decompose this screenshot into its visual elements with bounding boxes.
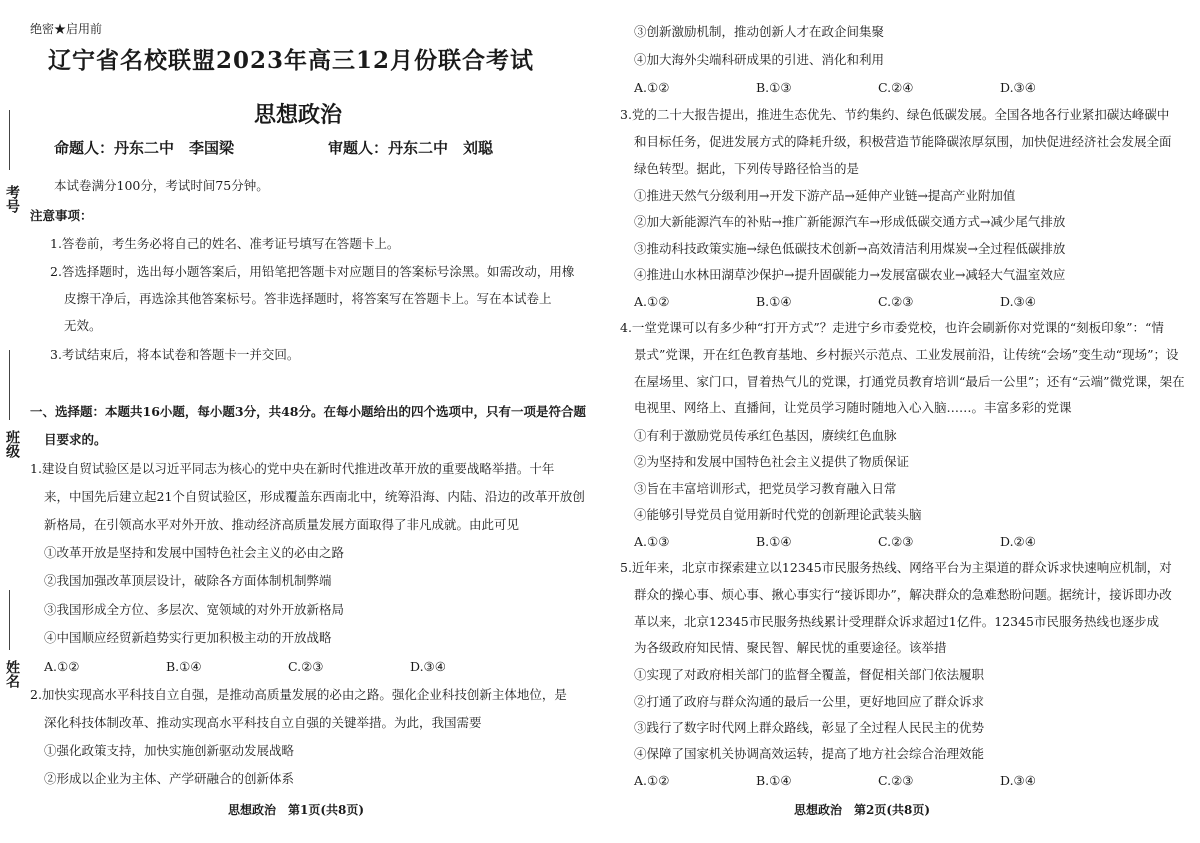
question-2-item: ④加大海外尖端科研成果的引进、消化和利用: [634, 52, 885, 67]
question-3-item: ③推动科技政策实施→绿色低碳技术创新→高效清洁利用煤炭→全过程低碳排放: [634, 241, 1066, 256]
reviewer-info: 审题人：丹东二中 刘聪: [328, 139, 494, 157]
question-2-stem: 深化科技体制改革、推动实现高水平科技自立自强的关键举措。为此，我国需要: [44, 715, 482, 730]
question-4-item: ③旨在丰富培训形式，把党员学习教育融入日常: [634, 481, 897, 496]
margin-rule: [9, 350, 10, 420]
page-footer: 思想政治 第2页(共8页): [794, 803, 931, 817]
option-d[interactable]: D.③④: [1000, 294, 1036, 309]
secret-label: 绝密★启用前: [30, 22, 103, 36]
option-d[interactable]: D.③④: [410, 659, 446, 674]
margin-label-xingming: 姓名: [4, 660, 20, 688]
question-3-stem: 绿色转型。据此，下列传导路径恰当的是: [634, 161, 860, 176]
option-c[interactable]: C.②④: [878, 80, 914, 95]
question-3-stem: 和目标任务，促进发展方式的降耗升级，积极营造节能降碳浓厚氛围，加快促进经济社会发展全面: [634, 134, 1172, 149]
option-c[interactable]: C.②③: [878, 294, 914, 309]
option-b[interactable]: B.①④: [756, 773, 792, 788]
exam-intro: 本试卷满分100分，考试时间75分钟。: [54, 178, 269, 193]
margin-rule: [9, 110, 10, 170]
option-d[interactable]: D.③④: [1000, 80, 1036, 95]
question-4-stem: 电视里、网络上、直播间，让党员学习随时随地入心入脑……。丰富多彩的党课: [634, 400, 1072, 415]
question-3-stem: 3.党的二十大报告提出，推进生态优先、节约集约、绿色低碳发展。全国各地各行业紧扣碳达峰碳中: [620, 107, 1170, 122]
question-3-item: ④推进山水林田湖草沙保护→提升固碳能力→发展富碳农业→减轻大气温室效应: [634, 267, 1066, 282]
question-4-stem: 在屋场里、家门口，冒着热气儿的党课，打通党员教育培训“最后一公里”；还有“云端”微党课，架在: [634, 374, 1185, 389]
question-4-item: ④能够引导党员自觉用新时代党的创新理论武装头脑: [634, 507, 922, 522]
option-a[interactable]: A.①②: [634, 80, 670, 95]
option-b[interactable]: B.①④: [756, 534, 792, 549]
option-b[interactable]: B.①④: [756, 294, 792, 309]
question-4-stem: 景式”党课，开在红色教育基地、乡村振兴示范点、工业发展前沿，让传统“会场”变生动“现场”；设: [634, 347, 1179, 362]
exam-page-1: [28, 0, 588, 843]
question-5-item: ①实现了对政府相关部门的监督全覆盖，督促相关部门依法履职: [634, 667, 985, 682]
notice-line: 1.答卷前，考生务必将自己的姓名、准考证号填写在答题卡上。: [50, 236, 400, 251]
question-4-item: ②为坚持和发展中国特色社会主义提供了物质保证: [634, 454, 910, 469]
question-4-stem: 4.一堂党课可以有多少种“打开方式”？走进宁乡市委党校，也许会刷新你对党课的“刻板印象”：“情: [620, 320, 1164, 335]
option-b[interactable]: B.①④: [166, 659, 202, 674]
question-5-options: [634, 773, 1174, 789]
question-5-item: ④保障了国家机关协调高效运转，提高了地方社会综合治理效能: [634, 746, 985, 761]
question-1-item: ①改革开放是坚持和发展中国特色社会主义的必由之路: [44, 545, 345, 560]
notice-line: 无效。: [64, 318, 102, 333]
notice-heading: 注意事项：: [30, 208, 93, 223]
exam-subject: 思想政治: [253, 102, 342, 128]
question-1-item: ③我国形成全方位、多层次、宽领域的对外开放新格局: [44, 602, 345, 617]
question-3-item: ①推进天然气分级利用→开发下游产品→延伸产业链→提高产业附加值: [634, 188, 1016, 203]
question-2-item: ③创新激励机制，推动创新人才在政企间集聚: [634, 24, 885, 39]
option-d[interactable]: D.③④: [1000, 773, 1036, 788]
notice-line: 2.答选择题时，选出每小题答案后，用铅笔把答题卡对应题目的答案标号涂黑。如需改动，用橡: [50, 264, 575, 279]
question-1-stem: 1.建设自贸试验区是以习近平同志为核心的党中央在新时代推进改革开放的重要战略举措。十年: [30, 461, 555, 476]
notice-line: 3.考试结束后，将本试卷和答题卡一并交回。: [50, 347, 300, 362]
option-c[interactable]: C.②③: [878, 534, 914, 549]
question-2-item: ②形成以企业为主体、产学研融合的创新体系: [44, 771, 295, 786]
section-heading: 一、选择题：本题共16小题，每小题3分，共48分。在每小题给出的四个选项中，只有一项是符合题: [30, 404, 586, 419]
question-4-item: ①有利于激励党员传承红色基因，赓续红色血脉: [634, 428, 897, 443]
option-c[interactable]: C.②③: [878, 773, 914, 788]
option-c[interactable]: C.②③: [288, 659, 324, 674]
question-1-stem: 来，中国先后建立起21个自贸试验区，形成覆盖东西南北中，统筹沿海、内陆、沿边的改革开放创: [44, 489, 585, 504]
option-b[interactable]: B.①③: [756, 80, 792, 95]
option-a[interactable]: A.①②: [634, 294, 670, 309]
option-a[interactable]: A.①②: [44, 659, 80, 674]
question-2-item: ①强化政策支持，加快实施创新驱动发展战略: [44, 743, 295, 758]
question-2-stem: 2.加快实现高水平科技自立自强，是推动高质量发展的必由之路。强化企业科技创新主体地位，是: [30, 687, 567, 702]
question-1-item: ②我国加强改革顶层设计，破除各方面体制机制弊端: [44, 573, 332, 588]
question-5-stem: 为各级政府知民情、聚民智、解民忧的重要途径。该举措: [634, 640, 947, 655]
margin-label-banji: 班级: [4, 430, 20, 458]
option-d[interactable]: D.②④: [1000, 534, 1036, 549]
option-a[interactable]: A.①③: [634, 534, 670, 549]
question-3-item: ②加大新能源汽车的补贴→推广新能源汽车→形成低碳交通方式→减少尾气排放: [634, 214, 1066, 229]
section-heading-cont: 目要求的。: [44, 432, 107, 447]
option-a[interactable]: A.①②: [634, 773, 670, 788]
question-1-stem: 新格局，在引领高水平对外开放、推动经济高质量发展方面取得了非凡成就。由此可见: [44, 517, 520, 532]
question-5-item: ②打通了政府与群众沟通的最后一公里，更好地回应了群众诉求: [634, 694, 985, 709]
exam-page-2: [616, 0, 1186, 843]
question-1-options: [44, 659, 564, 675]
margin-rule: [9, 590, 10, 650]
question-5-stem: 革以来，北京12345市民服务热线累计受理群众诉求超过1亿件。12345市民服务热线也逐步成: [634, 614, 1159, 629]
question-3-options: [634, 294, 1174, 310]
setter-info: 命题人：丹东二中 李国梁: [54, 139, 235, 157]
notice-line: 皮擦干净后，再选涂其他答案标号。答非选择题时，将答案写在答题卡上。写在本试卷上: [64, 291, 552, 306]
page-footer: 思想政治 第1页(共8页): [228, 803, 365, 817]
margin-label-kaohao: 考号: [4, 185, 20, 213]
exam-title: 辽宁省名校联盟2023年高三12月份联合考试: [48, 47, 535, 74]
question-5-item: ③践行了数字时代网上群众路线，彰显了全过程人民民主的优势: [634, 720, 985, 735]
question-5-stem: 5.近年来，北京市探索建立以12345市民服务热线、网络平台为主渠道的群众诉求快速响应机制，对: [620, 560, 1172, 575]
question-4-options: [634, 534, 1174, 550]
question-2-options: [634, 80, 1174, 96]
question-1-item: ④中国顺应经贸新趋势实行更加积极主动的开放战略: [44, 630, 332, 645]
question-5-stem: 群众的操心事、烦心事、揪心事实行“接诉即办”，解决群众的急难愁盼问题。据统计，接诉即办改: [634, 587, 1172, 602]
